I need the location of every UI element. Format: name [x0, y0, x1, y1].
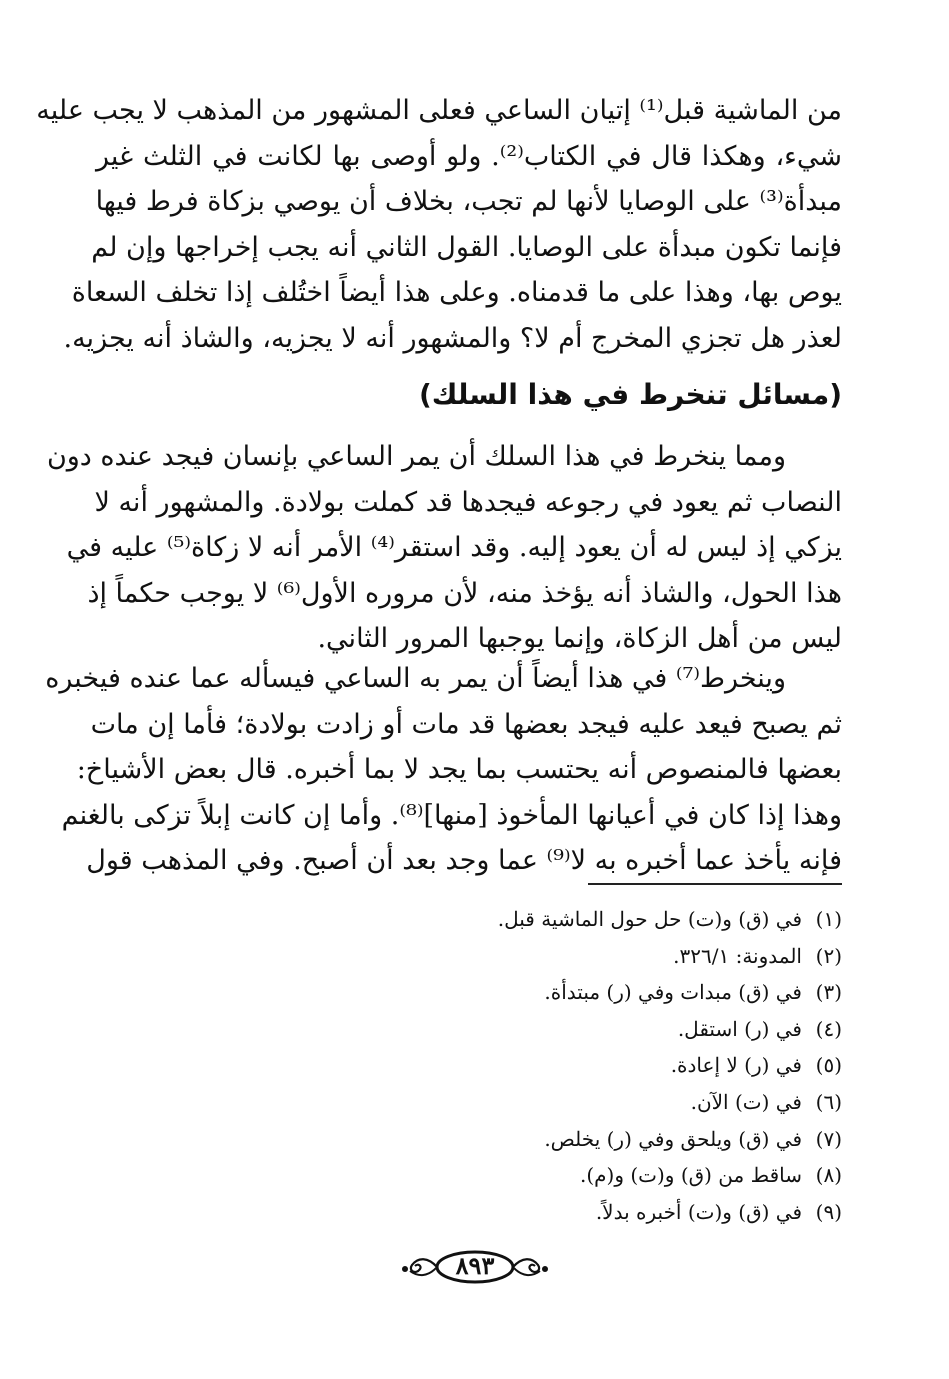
text-line: من الماشية قبل⁽¹⁾ إتيان الساعي فعلى المشهور من المذهب لا يجب عليه — [36, 95, 842, 126]
footnote-divider — [588, 883, 842, 885]
page-number: ٨٩٣ — [455, 1251, 495, 1280]
text-line: يزكي إذ ليس له أن يعود إليه. وقد استقر⁽⁴⁾ الأمر أنه لا زكاة⁽⁵⁾ عليه في — [66, 532, 842, 563]
text-line: شيء، وهكذا قال في الكتاب⁽²⁾. ولو أوصى بها لكانت في الثلث غير — [96, 140, 842, 172]
text-line: ومما ينخرط في هذا السلك أن يمر الساعي بإنسان فيجد عنده دون — [46, 441, 786, 472]
text-line: فإنما تكون مبدأة على الوصايا. القول الثاني أنه يجب إخراجها وإن لم — [91, 231, 842, 263]
paragraph-2 — [46, 434, 842, 662]
footnote-item — [96, 1084, 842, 1121]
footnote-text: في (ق) و(ت) أخبره بدلاً. — [595, 1199, 802, 1224]
footnote-number: (٩) — [815, 1199, 842, 1224]
footnote-number: (٨) — [815, 1163, 842, 1188]
footnote-text: في (ق) مبدات وفي (ر) مبتدأة. — [544, 980, 802, 1005]
footnote-text: المدونة: ٣٢٦/١. — [673, 943, 802, 968]
text-line: ليس من أهل الزكاة، وإنما يوجبها المرور الثاني. — [317, 623, 842, 654]
footnote-number: (١) — [815, 907, 842, 931]
section-heading: (مسائل تنخرط في هذا السلك) — [418, 378, 842, 411]
footnote-item — [96, 1121, 842, 1158]
text-line: وهذا إذا كان في أعيانها المأخوذ [منها]⁽⁸⁾. وأما إن كانت إبلاً تزكى بالغنم — [61, 799, 842, 831]
footnote-number: (٧) — [815, 1126, 842, 1151]
footnote-item — [96, 1157, 842, 1194]
text-line: فإنه يأخذ عما أخبره به لا⁽⁹⁾ عما وجد بعد أن أصبح. وفي المذهب قول — [86, 845, 842, 876]
text-line: لعذر هل تجزي المخرج أم لا؟ والمشهور أنه لا يجزيه، والشاذ أنه يجزيه. — [63, 322, 842, 354]
footnotes-list — [96, 901, 842, 1230]
footnote-text: في (ر) لا إعادة. — [670, 1053, 802, 1078]
text-line: هذا الحول، والشاذ أنه يؤخذ منه، لأن مروره الأول⁽⁶⁾ لا يوجب حكماً إذ — [87, 577, 842, 609]
footnote-number: (٣) — [815, 980, 842, 1005]
footnote-number: (٢) — [815, 943, 842, 968]
text-line: بعضها فالمنصوص أنه يحتسب بما يجد لا بما أخبره. قال بعض الأشياخ: — [76, 754, 842, 785]
footnote-number: (٦) — [815, 1089, 842, 1114]
footnote-item — [96, 901, 842, 938]
footnote-text: في (ق) ويلحق وفي (ر) يخلص. — [544, 1126, 802, 1151]
footnote-item — [96, 1047, 842, 1084]
footnote-item — [96, 1194, 842, 1231]
footnote-text: في (ت) الآن. — [690, 1089, 802, 1114]
page-number-ornament — [400, 1247, 550, 1287]
footnote-text: في (ق) و(ت) حل حول الماشية قبل. — [497, 907, 802, 931]
footnote-item — [96, 1011, 842, 1048]
text-line: ثم يصبح فيعد عليه فيجد بعضها قد مات أو زادت بولادة؛ فأما إن مات — [90, 708, 842, 740]
text-line: مبدأة⁽³⁾ على الوصايا لأنها لم تجب، بخلاف أن يوصي بزكاة فرط فيها — [95, 186, 842, 217]
text-line: النصاب ثم يعود في رجوعه فيجدها قد كملت بولادة. والمشهور أنه لا — [94, 486, 842, 518]
footnote-item — [96, 938, 842, 975]
footnote-text: ساقط من (ق) و(ت) و(م). — [580, 1163, 802, 1188]
text-line: يوص بها، وهذا على ما قدمناه. وعلى هذا أيضاً اختُلف إذا تخلف السعاة — [71, 277, 842, 308]
paragraph-1 — [36, 88, 842, 361]
text-line: وينخرط⁽⁷⁾ في هذا أيضاً أن يمر به الساعي فيسأله عما عنده فيخبره — [45, 663, 786, 694]
paragraph-3 — [45, 656, 842, 884]
footnote-number: (٥) — [815, 1053, 842, 1078]
footnote-item — [96, 974, 842, 1011]
footnote-number: (٤) — [815, 1016, 842, 1041]
footnote-text: في (ر) استقل. — [677, 1016, 802, 1041]
